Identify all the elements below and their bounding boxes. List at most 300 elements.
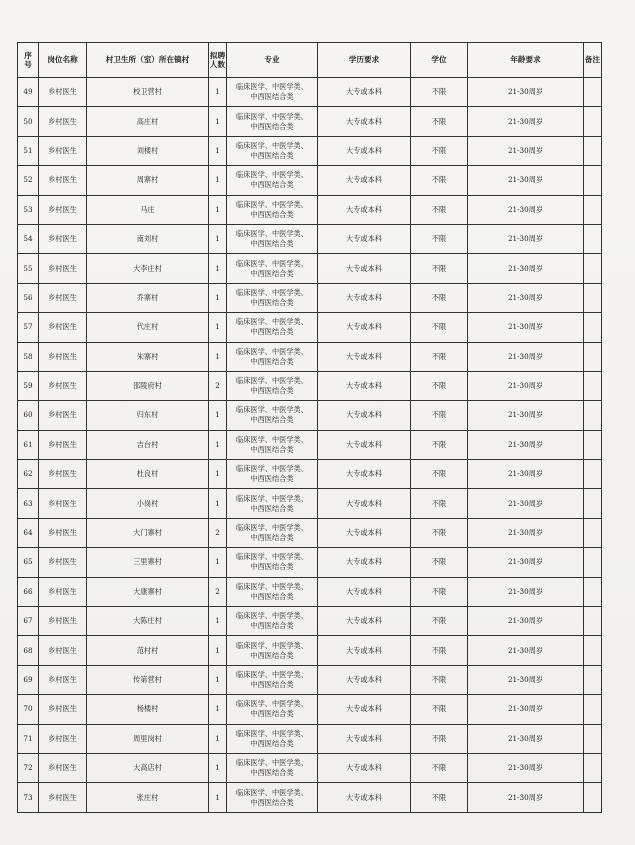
education-requirement-cell: 大专或本科 bbox=[318, 254, 411, 283]
major-line: 临床医学、中医学类、 bbox=[236, 699, 308, 709]
degree-requirement-cell: 不限 bbox=[411, 577, 468, 606]
table-row bbox=[18, 665, 602, 694]
village-name-cell: 杨楼村 bbox=[87, 695, 209, 724]
note-cell bbox=[584, 371, 602, 400]
major-line: 临床医学、中医学类、 bbox=[236, 552, 308, 562]
village-name-cell: 乔寨村 bbox=[87, 283, 209, 312]
note-cell bbox=[584, 518, 602, 547]
major-line: 临床医学、中医学类、 bbox=[236, 640, 308, 650]
degree-requirement-cell: 不限 bbox=[411, 313, 468, 342]
village-name-cell: 大李庄村 bbox=[87, 254, 209, 283]
age-requirement-cell: 21-30周岁 bbox=[468, 636, 584, 665]
hire-count-cell: 1 bbox=[209, 607, 227, 636]
age-requirement-cell: 21-30周岁 bbox=[468, 695, 584, 724]
major-line: 临床医学、中医学类、 bbox=[236, 581, 308, 591]
table-row bbox=[18, 607, 602, 636]
note-cell bbox=[584, 166, 602, 195]
education-requirement-cell: 大专或本科 bbox=[318, 371, 411, 400]
post-name-cell: 乡村医生 bbox=[39, 136, 87, 165]
major-line: 中西医结合类 bbox=[250, 297, 294, 307]
age-requirement-cell: 21-30周岁 bbox=[468, 313, 584, 342]
education-requirement-cell: 大专或本科 bbox=[318, 577, 411, 606]
education-requirement-cell: 大专或本科 bbox=[318, 548, 411, 577]
degree-requirement-cell: 不限 bbox=[411, 107, 468, 136]
age-requirement-cell: 21-30周岁 bbox=[468, 665, 584, 694]
major-line: 临床医学、中医学类、 bbox=[236, 434, 308, 444]
major-line: 临床医学、中医学类、 bbox=[236, 787, 308, 797]
age-requirement-cell: 21-30周岁 bbox=[468, 577, 584, 606]
major-cell bbox=[227, 783, 318, 812]
age-requirement-cell: 21-30周岁 bbox=[468, 753, 584, 782]
major-cell bbox=[227, 753, 318, 782]
post-name-cell: 乡村医生 bbox=[39, 224, 87, 253]
major-cell bbox=[227, 342, 318, 371]
note-cell bbox=[584, 283, 602, 312]
degree-requirement-cell: 不限 bbox=[411, 753, 468, 782]
table-row bbox=[18, 136, 602, 165]
education-requirement-cell: 大专或本科 bbox=[318, 636, 411, 665]
post-name-cell: 乡村医生 bbox=[39, 195, 87, 224]
degree-requirement-cell: 不限 bbox=[411, 283, 468, 312]
age-requirement-cell: 21-30周岁 bbox=[468, 283, 584, 312]
major-line: 中西医结合类 bbox=[250, 621, 294, 631]
major-cell bbox=[227, 136, 318, 165]
post-name-cell: 乡村医生 bbox=[39, 401, 87, 430]
major-line: 中西医结合类 bbox=[250, 533, 294, 543]
table-row bbox=[18, 753, 602, 782]
hire-count-cell: 1 bbox=[209, 753, 227, 782]
degree-requirement-cell: 不限 bbox=[411, 254, 468, 283]
major-line: 临床医学、中医学类、 bbox=[236, 229, 308, 239]
major-line: 中西医结合类 bbox=[250, 768, 294, 778]
major-line: 中西医结合类 bbox=[250, 591, 294, 601]
post-name-cell: 乡村医生 bbox=[39, 489, 87, 518]
major-line: 中西医结合类 bbox=[250, 709, 294, 719]
degree-requirement-cell: 不限 bbox=[411, 489, 468, 518]
row-number-cell: 66 bbox=[18, 577, 39, 606]
header-edu: 学历要求 bbox=[318, 43, 411, 78]
major-cell bbox=[227, 695, 318, 724]
major-line: 中西医结合类 bbox=[250, 797, 294, 807]
row-number-cell: 67 bbox=[18, 607, 39, 636]
header-post: 岗位名称 bbox=[39, 43, 87, 78]
post-name-cell: 乡村医生 bbox=[39, 695, 87, 724]
row-number-cell: 52 bbox=[18, 166, 39, 195]
row-number-cell: 57 bbox=[18, 313, 39, 342]
table-row bbox=[18, 577, 602, 606]
degree-requirement-cell: 不限 bbox=[411, 430, 468, 459]
village-name-cell: 大陈庄村 bbox=[87, 607, 209, 636]
table-row bbox=[18, 254, 602, 283]
major-line: 临床医学、中医学类、 bbox=[236, 523, 308, 533]
village-name-cell: 传第营村 bbox=[87, 665, 209, 694]
major-cell bbox=[227, 401, 318, 430]
major-cell bbox=[227, 430, 318, 459]
note-cell bbox=[584, 636, 602, 665]
degree-requirement-cell: 不限 bbox=[411, 460, 468, 489]
hire-count-cell: 1 bbox=[209, 107, 227, 136]
post-name-cell: 乡村医生 bbox=[39, 342, 87, 371]
major-cell bbox=[227, 195, 318, 224]
major-cell bbox=[227, 607, 318, 636]
hire-count-cell: 1 bbox=[209, 166, 227, 195]
major-cell bbox=[227, 371, 318, 400]
education-requirement-cell: 大专或本科 bbox=[318, 224, 411, 253]
village-name-cell: 归东村 bbox=[87, 401, 209, 430]
age-requirement-cell: 21-30周岁 bbox=[468, 136, 584, 165]
major-line: 临床医学、中医学类、 bbox=[236, 493, 308, 503]
note-cell bbox=[584, 695, 602, 724]
major-line: 临床医学、中医学类、 bbox=[236, 346, 308, 356]
note-cell bbox=[584, 607, 602, 636]
degree-requirement-cell: 不限 bbox=[411, 636, 468, 665]
table-row bbox=[18, 166, 602, 195]
age-requirement-cell: 21-30周岁 bbox=[468, 489, 584, 518]
major-cell bbox=[227, 577, 318, 606]
hire-count-cell: 1 bbox=[209, 342, 227, 371]
row-number-cell: 69 bbox=[18, 665, 39, 694]
education-requirement-cell: 大专或本科 bbox=[318, 283, 411, 312]
major-line: 临床医学、中医学类、 bbox=[236, 728, 308, 738]
row-number-cell: 58 bbox=[18, 342, 39, 371]
major-line: 临床医学、中医学类、 bbox=[236, 758, 308, 768]
degree-requirement-cell: 不限 bbox=[411, 518, 468, 547]
major-line: 临床医学、中医学类、 bbox=[236, 199, 308, 209]
major-line: 中西医结合类 bbox=[250, 209, 294, 219]
education-requirement-cell: 大专或本科 bbox=[318, 665, 411, 694]
table-row bbox=[18, 695, 602, 724]
age-requirement-cell: 21-30周岁 bbox=[468, 518, 584, 547]
education-requirement-cell: 大专或本科 bbox=[318, 342, 411, 371]
header-degree: 学位 bbox=[411, 43, 468, 78]
education-requirement-cell: 大专或本科 bbox=[318, 695, 411, 724]
table-row bbox=[18, 636, 602, 665]
village-name-cell: 大康寨村 bbox=[87, 577, 209, 606]
major-line: 临床医学、中医学类、 bbox=[236, 111, 308, 121]
major-cell bbox=[227, 548, 318, 577]
education-requirement-cell: 大专或本科 bbox=[318, 783, 411, 812]
major-cell bbox=[227, 78, 318, 107]
village-name-cell: 代庄村 bbox=[87, 313, 209, 342]
row-number-cell: 53 bbox=[18, 195, 39, 224]
row-number-cell: 68 bbox=[18, 636, 39, 665]
hire-count-cell: 1 bbox=[209, 313, 227, 342]
village-name-cell: 大高店村 bbox=[87, 753, 209, 782]
note-cell bbox=[584, 136, 602, 165]
table-row bbox=[18, 283, 602, 312]
table-row bbox=[18, 78, 602, 107]
major-line: 临床医学、中医学类、 bbox=[236, 170, 308, 180]
degree-requirement-cell: 不限 bbox=[411, 195, 468, 224]
village-name-cell: 邵陵府村 bbox=[87, 371, 209, 400]
post-name-cell: 乡村医生 bbox=[39, 371, 87, 400]
education-requirement-cell: 大专或本科 bbox=[318, 489, 411, 518]
note-cell bbox=[584, 548, 602, 577]
post-name-cell: 乡村医生 bbox=[39, 636, 87, 665]
major-line: 临床医学、中医学类、 bbox=[236, 670, 308, 679]
education-requirement-cell: 大专或本科 bbox=[318, 430, 411, 459]
note-cell bbox=[584, 783, 602, 812]
note-cell bbox=[584, 753, 602, 782]
post-name-cell: 乡村医生 bbox=[39, 254, 87, 283]
major-line: 临床医学、中医学类、 bbox=[236, 464, 308, 474]
degree-requirement-cell: 不限 bbox=[411, 665, 468, 694]
major-line: 中西医结合类 bbox=[250, 680, 294, 689]
major-line: 临床医学、中医学类、 bbox=[236, 317, 308, 327]
degree-requirement-cell: 不限 bbox=[411, 136, 468, 165]
degree-requirement-cell: 不限 bbox=[411, 342, 468, 371]
age-requirement-cell: 21-30周岁 bbox=[468, 195, 584, 224]
major-cell bbox=[227, 724, 318, 753]
major-line: 中西医结合类 bbox=[250, 415, 294, 425]
major-line: 中西医结合类 bbox=[250, 180, 294, 190]
education-requirement-cell: 大专或本科 bbox=[318, 518, 411, 547]
post-name-cell: 乡村医生 bbox=[39, 753, 87, 782]
table-row bbox=[18, 401, 602, 430]
note-cell bbox=[584, 224, 602, 253]
education-requirement-cell: 大专或本科 bbox=[318, 607, 411, 636]
village-name-cell: 大门寨村 bbox=[87, 518, 209, 547]
hire-count-cell: 1 bbox=[209, 460, 227, 489]
age-requirement-cell: 21-30周岁 bbox=[468, 783, 584, 812]
note-cell bbox=[584, 401, 602, 430]
major-line: 中西医结合类 bbox=[250, 738, 294, 748]
row-number-cell: 60 bbox=[18, 401, 39, 430]
major-cell bbox=[227, 283, 318, 312]
education-requirement-cell: 大专或本科 bbox=[318, 724, 411, 753]
note-cell bbox=[584, 107, 602, 136]
note-cell bbox=[584, 460, 602, 489]
age-requirement-cell: 21-30周岁 bbox=[468, 724, 584, 753]
major-line: 临床医学、中医学类、 bbox=[236, 82, 308, 92]
hire-count-cell: 1 bbox=[209, 695, 227, 724]
major-cell bbox=[227, 460, 318, 489]
major-line: 中西医结合类 bbox=[250, 386, 294, 396]
education-requirement-cell: 大专或本科 bbox=[318, 78, 411, 107]
row-number-cell: 65 bbox=[18, 548, 39, 577]
major-cell bbox=[227, 254, 318, 283]
major-line: 中西医结合类 bbox=[250, 268, 294, 278]
major-cell bbox=[227, 224, 318, 253]
major-line: 中西医结合类 bbox=[250, 650, 294, 660]
header-note: 备注 bbox=[584, 43, 602, 78]
age-requirement-cell: 21-30周岁 bbox=[468, 548, 584, 577]
post-name-cell: 乡村医生 bbox=[39, 783, 87, 812]
row-number-cell: 50 bbox=[18, 107, 39, 136]
major-line: 中西医结合类 bbox=[250, 474, 294, 484]
education-requirement-cell: 大专或本科 bbox=[318, 313, 411, 342]
village-name-cell: 周里岗村 bbox=[87, 724, 209, 753]
major-line: 中西医结合类 bbox=[250, 150, 294, 160]
post-name-cell: 乡村医生 bbox=[39, 107, 87, 136]
hire-count-cell: 1 bbox=[209, 195, 227, 224]
village-name-cell: 杜良村 bbox=[87, 460, 209, 489]
age-requirement-cell: 21-30周岁 bbox=[468, 607, 584, 636]
post-name-cell: 乡村医生 bbox=[39, 430, 87, 459]
village-name-cell: 张庄村 bbox=[87, 783, 209, 812]
note-cell bbox=[584, 342, 602, 371]
major-line: 中西医结合类 bbox=[250, 327, 294, 337]
note-cell bbox=[584, 254, 602, 283]
age-requirement-cell: 21-30周岁 bbox=[468, 166, 584, 195]
hire-count-cell: 1 bbox=[209, 783, 227, 812]
major-line: 中西医结合类 bbox=[250, 356, 294, 366]
hire-count-cell: 1 bbox=[209, 665, 227, 694]
village-name-cell: 朱寨村 bbox=[87, 342, 209, 371]
major-line: 临床医学、中医学类、 bbox=[236, 140, 308, 150]
village-name-cell: 范村村 bbox=[87, 636, 209, 665]
note-cell bbox=[584, 577, 602, 606]
post-name-cell: 乡村医生 bbox=[39, 283, 87, 312]
hire-count-cell: 1 bbox=[209, 283, 227, 312]
table-header-row bbox=[18, 43, 602, 78]
major-cell bbox=[227, 166, 318, 195]
major-line: 临床医学、中医学类、 bbox=[236, 258, 308, 268]
header-no: 序 号 bbox=[18, 43, 39, 78]
post-name-cell: 乡村医生 bbox=[39, 724, 87, 753]
table-row bbox=[18, 460, 602, 489]
row-number-cell: 54 bbox=[18, 224, 39, 253]
degree-requirement-cell: 不限 bbox=[411, 371, 468, 400]
table-row bbox=[18, 548, 602, 577]
header-age: 年龄要求 bbox=[468, 43, 584, 78]
note-cell bbox=[584, 313, 602, 342]
major-cell bbox=[227, 636, 318, 665]
hire-count-cell: 1 bbox=[209, 636, 227, 665]
post-name-cell: 乡村医生 bbox=[39, 607, 87, 636]
degree-requirement-cell: 不限 bbox=[411, 224, 468, 253]
age-requirement-cell: 21-30周岁 bbox=[468, 224, 584, 253]
education-requirement-cell: 大专或本科 bbox=[318, 460, 411, 489]
education-requirement-cell: 大专或本科 bbox=[318, 166, 411, 195]
note-cell bbox=[584, 724, 602, 753]
note-cell bbox=[584, 195, 602, 224]
post-name-cell: 乡村医生 bbox=[39, 577, 87, 606]
age-requirement-cell: 21-30周岁 bbox=[468, 371, 584, 400]
table-row bbox=[18, 430, 602, 459]
row-number-cell: 63 bbox=[18, 489, 39, 518]
hire-count-cell: 1 bbox=[209, 78, 227, 107]
row-number-cell: 71 bbox=[18, 724, 39, 753]
major-cell bbox=[227, 107, 318, 136]
education-requirement-cell: 大专或本科 bbox=[318, 401, 411, 430]
major-line: 中西医结合类 bbox=[250, 444, 294, 454]
table-row bbox=[18, 313, 602, 342]
age-requirement-cell: 21-30周岁 bbox=[468, 107, 584, 136]
major-line: 临床医学、中医学类、 bbox=[236, 611, 308, 621]
degree-requirement-cell: 不限 bbox=[411, 607, 468, 636]
age-requirement-cell: 21-30周岁 bbox=[468, 430, 584, 459]
major-line: 中西医结合类 bbox=[250, 239, 294, 249]
hire-count-cell: 1 bbox=[209, 224, 227, 253]
major-line: 中西医结合类 bbox=[250, 503, 294, 513]
degree-requirement-cell: 不限 bbox=[411, 548, 468, 577]
degree-requirement-cell: 不限 bbox=[411, 78, 468, 107]
major-cell bbox=[227, 489, 318, 518]
major-line: 中西医结合类 bbox=[250, 121, 294, 131]
hire-count-cell: 2 bbox=[209, 577, 227, 606]
village-name-cell: 吉台村 bbox=[87, 430, 209, 459]
hire-count-cell: 1 bbox=[209, 489, 227, 518]
degree-requirement-cell: 不限 bbox=[411, 401, 468, 430]
row-number-cell: 61 bbox=[18, 430, 39, 459]
note-cell bbox=[584, 430, 602, 459]
education-requirement-cell: 大专或本科 bbox=[318, 107, 411, 136]
degree-requirement-cell: 不限 bbox=[411, 166, 468, 195]
table-row bbox=[18, 342, 602, 371]
major-line: 临床医学、中医学类、 bbox=[236, 287, 308, 297]
degree-requirement-cell: 不限 bbox=[411, 783, 468, 812]
row-number-cell: 56 bbox=[18, 283, 39, 312]
row-number-cell: 59 bbox=[18, 371, 39, 400]
degree-requirement-cell: 不限 bbox=[411, 695, 468, 724]
village-name-cell: 周寨村 bbox=[87, 166, 209, 195]
row-number-cell: 55 bbox=[18, 254, 39, 283]
row-number-cell: 73 bbox=[18, 783, 39, 812]
age-requirement-cell: 21-30周岁 bbox=[468, 460, 584, 489]
table-row bbox=[18, 724, 602, 753]
table-row bbox=[18, 195, 602, 224]
education-requirement-cell: 大专或本科 bbox=[318, 195, 411, 224]
hire-count-cell: 1 bbox=[209, 136, 227, 165]
table-row bbox=[18, 518, 602, 547]
note-cell bbox=[584, 489, 602, 518]
recruitment-table bbox=[17, 42, 602, 813]
post-name-cell: 乡村医生 bbox=[39, 460, 87, 489]
age-requirement-cell: 21-30周岁 bbox=[468, 78, 584, 107]
major-line: 中西医结合类 bbox=[250, 562, 294, 572]
header-major: 专业 bbox=[227, 43, 318, 78]
post-name-cell: 乡村医生 bbox=[39, 78, 87, 107]
hire-count-cell: 1 bbox=[209, 724, 227, 753]
post-name-cell: 乡村医生 bbox=[39, 665, 87, 694]
village-name-cell: 刘楼村 bbox=[87, 136, 209, 165]
header-num: 拟聘 人数 bbox=[209, 43, 227, 78]
post-name-cell: 乡村医生 bbox=[39, 313, 87, 342]
major-line: 中西医结合类 bbox=[250, 92, 294, 102]
note-cell bbox=[584, 78, 602, 107]
village-name-cell: 三里寨村 bbox=[87, 548, 209, 577]
row-number-cell: 62 bbox=[18, 460, 39, 489]
table-row bbox=[18, 783, 602, 812]
village-name-cell: 马庄 bbox=[87, 195, 209, 224]
post-name-cell: 乡村医生 bbox=[39, 518, 87, 547]
row-number-cell: 51 bbox=[18, 136, 39, 165]
table-row bbox=[18, 107, 602, 136]
hire-count-cell: 1 bbox=[209, 401, 227, 430]
table-row bbox=[18, 371, 602, 400]
major-line: 临床医学、中医学类、 bbox=[236, 405, 308, 415]
village-name-cell: 校卫营村 bbox=[87, 78, 209, 107]
hire-count-cell: 2 bbox=[209, 371, 227, 400]
row-number-cell: 72 bbox=[18, 753, 39, 782]
age-requirement-cell: 21-30周岁 bbox=[468, 401, 584, 430]
education-requirement-cell: 大专或本科 bbox=[318, 753, 411, 782]
age-requirement-cell: 21-30周岁 bbox=[468, 342, 584, 371]
note-cell bbox=[584, 665, 602, 694]
hire-count-cell: 2 bbox=[209, 518, 227, 547]
village-name-cell: 小岗村 bbox=[87, 489, 209, 518]
post-name-cell: 乡村医生 bbox=[39, 548, 87, 577]
degree-requirement-cell: 不限 bbox=[411, 724, 468, 753]
row-number-cell: 70 bbox=[18, 695, 39, 724]
row-number-cell: 49 bbox=[18, 78, 39, 107]
row-number-cell: 64 bbox=[18, 518, 39, 547]
hire-count-cell: 1 bbox=[209, 254, 227, 283]
table-row bbox=[18, 489, 602, 518]
table-row bbox=[18, 224, 602, 253]
major-cell bbox=[227, 518, 318, 547]
